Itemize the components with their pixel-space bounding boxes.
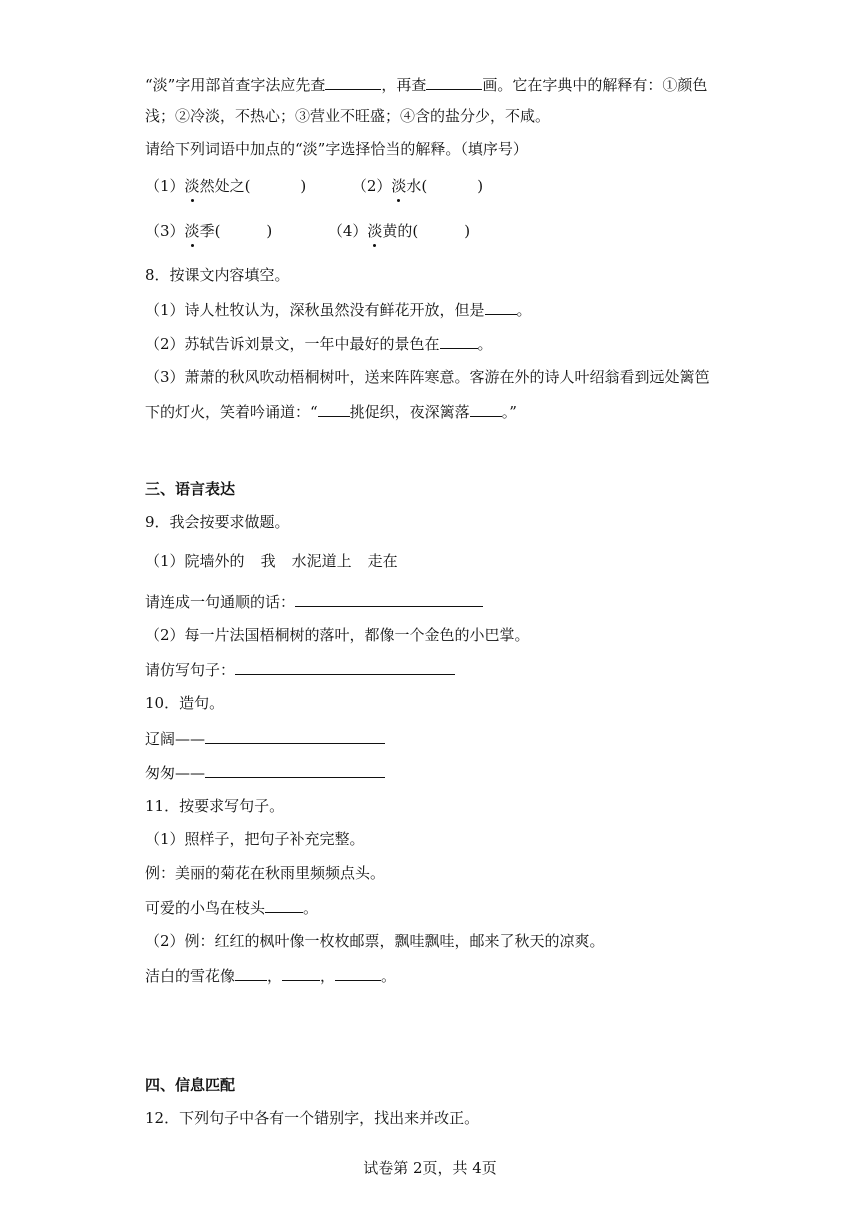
q7-line-3: 请给下列词语中加点的“淡”字选择恰当的解释。（填序号） <box>145 140 528 158</box>
q8-item-3-line-2: 下的灯火，笑着吟诵道：“ 挑促织，夜深篱落 。” <box>145 403 517 421</box>
q8-item-2: （2）苏轼告诉刘景文，一年中最好的景色在 。 <box>145 335 493 353</box>
radical-blank[interactable] <box>325 74 381 90</box>
q11-example-1: 例：美丽的菊花在秋雨里频频点头。 <box>145 864 386 882</box>
sentence-answer-line[interactable] <box>295 591 483 607</box>
q10-word-1: 辽阔—— <box>145 728 385 749</box>
q7-text-a: “淡”字用部首查字法应先查 <box>145 76 326 94</box>
q7-item-1: （1）淡然处之( ) <box>145 177 307 195</box>
q9-imitate-prompt: 请仿写句子： <box>145 659 455 680</box>
poem-blank-1[interactable] <box>485 299 517 315</box>
q7-item-2: （2）淡水( ) <box>351 177 484 195</box>
dotted-char: 淡 <box>184 222 200 240</box>
q7-text-c: 画。它在字典中的解释有：①颜色 <box>482 76 708 94</box>
word-chip: 我 <box>260 552 276 570</box>
poem-blank-2[interactable] <box>440 333 478 349</box>
q8-item-1: （1）诗人杜牧认为，深秋虽然没有鲜花开放，但是 。 <box>145 301 532 319</box>
fill-blank-1[interactable] <box>265 897 303 913</box>
q10-word-2: 匆匆—— <box>145 762 385 783</box>
q12-title: 12．下列句子中各有一个错别字，找出来并改正。 <box>145 1109 480 1127</box>
q7-text-b: ，再查 <box>381 76 427 94</box>
word-chip: 院墙外的 <box>184 552 245 570</box>
section-3-heading: 三、语言表达 <box>145 480 236 498</box>
q7-line-2: 浅；②冷淡，不热心；③营业不旺盛；④含的盐分少，不咸。 <box>145 107 551 125</box>
q9-item-2: （2）每一片法国梧桐树的落叶，都像一个金色的小巴掌。 <box>145 626 530 644</box>
poem-blank-4[interactable] <box>470 401 502 417</box>
q11-fill-2: 洁白的雪花像 ， ， 。 <box>145 967 397 985</box>
section-4-heading: 四、信息匹配 <box>145 1076 236 1094</box>
q7-item-4: （4）淡黄的( ) <box>327 222 471 240</box>
fill-blank-3[interactable] <box>282 965 320 981</box>
q9-title: 9．我会按要求做题。 <box>145 513 290 531</box>
make-sentence-line-2[interactable] <box>205 762 385 778</box>
dotted-char: 淡 <box>367 222 383 240</box>
fill-blank-2[interactable] <box>235 965 267 981</box>
stroke-count-blank[interactable] <box>426 74 482 90</box>
dotted-char: 淡 <box>391 177 407 195</box>
q11-item-2: （2）例：红红的枫叶像一枚枚邮票，飘哇飘哇，邮来了秋天的凉爽。 <box>145 932 605 950</box>
q7-items-row-2 <box>145 221 470 241</box>
page-footer: 试卷第 2页，共 4页 <box>363 1159 497 1177</box>
q8-title: 8．按课文内容填空。 <box>145 266 290 284</box>
fill-blank-4[interactable] <box>335 965 381 981</box>
make-sentence-line-1[interactable] <box>205 728 385 744</box>
q11-title: 11．按要求写句子。 <box>145 797 285 815</box>
poem-blank-3[interactable] <box>318 401 350 417</box>
dotted-char: 淡 <box>184 177 200 195</box>
imitate-answer-line[interactable] <box>235 659 455 675</box>
q10-title: 10．造句。 <box>145 694 225 712</box>
word-chip: 水泥道上 <box>291 552 352 570</box>
word-chip: 走在 <box>367 552 398 570</box>
q9-connect-prompt: 请连成一句通顺的话： <box>145 591 483 612</box>
q7-item-3: （3）淡季( ) <box>145 222 273 240</box>
q7-line-1 <box>145 74 707 95</box>
q11-fill-1: 可爱的小鸟在枝头 。 <box>145 899 319 917</box>
q9-words-row: （1）院墙外的 我 水泥道上 走在 <box>145 552 398 570</box>
q7-items-row-1 <box>145 176 483 196</box>
q11-item-1: （1）照样子，把句子补充完整。 <box>145 830 365 848</box>
q8-item-3-line-1: （3）萧萧的秋风吹动梧桐树叶，送来阵阵寒意。客游在外的诗人叶绍翁看到远处篱笆 <box>145 368 710 386</box>
